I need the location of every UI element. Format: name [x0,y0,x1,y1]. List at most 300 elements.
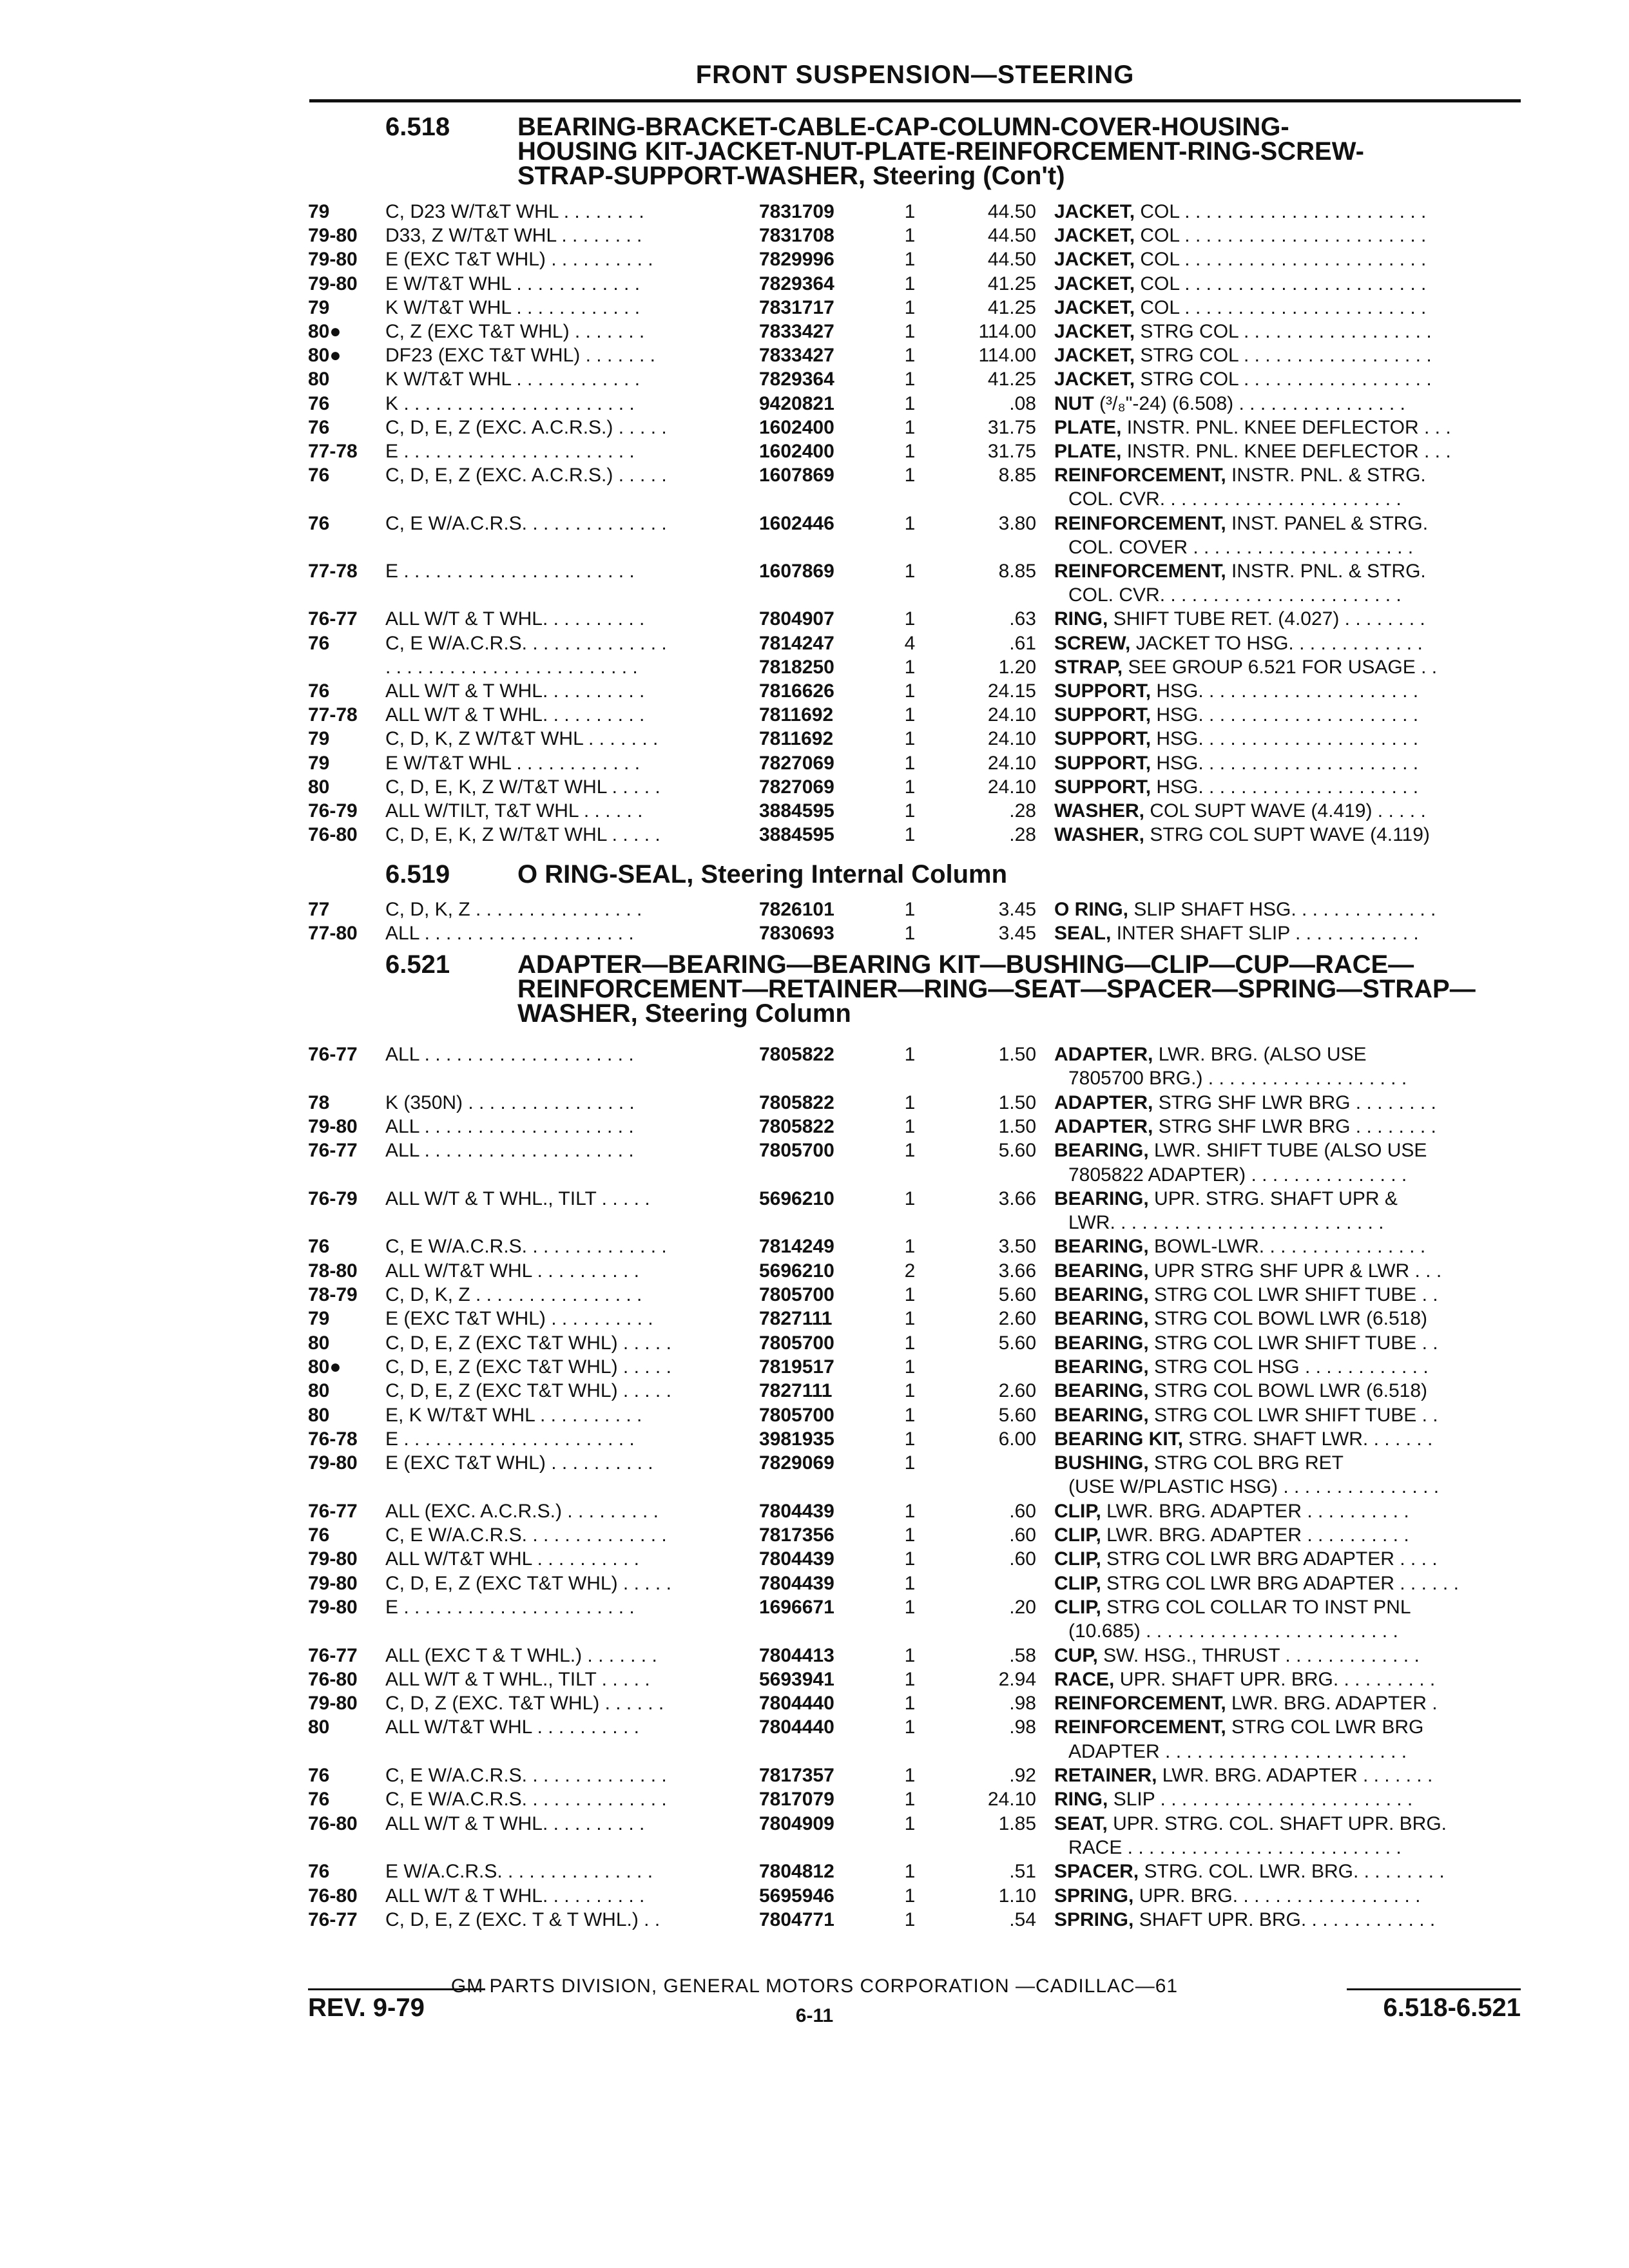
section-range: 6.518-6.521 [1383,1994,1521,2022]
part-description [1054,1091,1436,1115]
part-description [1054,775,1418,799]
price: 1.50 [998,1091,1036,1113]
part-name: BEARING, [1054,1284,1149,1305]
list-item [308,200,1527,224]
part-description [1054,1355,1429,1379]
price: 5.60 [998,1332,1036,1354]
list-item [308,1787,1527,1811]
part-detail: RACE . . . . . . . . . . . . . . . . . . . . . . . . . . [1068,1836,1402,1858]
part-number: 7814249 [759,1236,834,1258]
revision-date: REV. 9-79 [308,1994,425,2022]
part-number: 7805700 [759,1284,834,1305]
part-detail: STRG COL HSG . . . . . . . . . . . . [1154,1356,1429,1378]
price: .98 [1009,1716,1036,1738]
price: 8.85 [998,465,1036,486]
part-description [1068,1475,1439,1499]
list-item [308,1763,1527,1787]
model-application: ALL . . . . . . . . . . . . . . . . . . . . [385,1140,634,1162]
part-detail: INSTR. PNL. KNEE DEFLECTOR . . . [1126,416,1451,438]
part-number: 7817357 [759,1765,834,1786]
part-number: 7817079 [759,1789,834,1811]
model-year: 80● [308,1356,342,1378]
part-name: BEARING, [1054,1308,1149,1330]
part-number: 3884595 [759,824,834,846]
part-detail: HSG. . . . . . . . . . . . . . . . . . . . . [1156,728,1419,750]
model-application: C, E W/A.C.R.S. . . . . . . . . . . . . . [385,1524,667,1546]
part-detail: (10.685) . . . . . . . . . . . . . . . . . . . . . . . . [1068,1620,1398,1642]
part-number: 3884595 [759,800,834,822]
part-detail: SEE GROUP 6.521 FOR USAGE . . [1128,656,1438,678]
part-detail: INSTR. PNL. & STRG. [1231,561,1426,582]
part-number: 7804909 [759,1812,834,1834]
part-number: 7805700 [759,1332,834,1354]
model-application: ALL W/T & T WHL., TILT . . . . . [385,1187,650,1209]
page-header [309,54,1521,102]
model-application: C, D, E, Z (EXC. A.C.R.S.) . . . . . [385,465,667,486]
part-number: 5696210 [759,1260,834,1282]
part-name: ADAPTER, [1054,1044,1153,1065]
section-title-line: HOUSING KIT-JACKET-NUT-PLATE-REINFORCEMENT-RING-SCREW- [517,137,1364,166]
quantity: 1 [904,441,916,462]
part-detail: ADAPTER . . . . . . . . . . . . . . . . . . . . . . . [1068,1740,1407,1762]
list-item [308,1427,1527,1451]
list-item [308,1691,1527,1715]
part-name: O RING, [1054,899,1129,920]
model-application: ALL W/T & T WHL. . . . . . . . . . [385,704,645,726]
part-name: BEARING, [1054,1187,1149,1209]
part-detail: INSTR. PNL. & STRG. [1231,465,1426,486]
part-number: 7829364 [759,273,834,294]
section-number: 6.518 [385,113,450,141]
price: 114.00 [978,321,1036,342]
list-item [308,1475,1527,1499]
part-number: 7827069 [759,776,834,798]
page-title: FRONT SUSPENSION—STEERING [695,61,1135,89]
section-title-line: BEARING-BRACKET-CABLE-CAP-COLUMN-COVER-HOUSING- [517,113,1289,141]
part-description [1054,1812,1447,1836]
model-application: E (EXC T&T WHL) . . . . . . . . . . [385,1308,653,1330]
part-name: JACKET, [1054,369,1135,390]
model-year: 79 [308,728,330,750]
price: 1.10 [998,1885,1036,1907]
part-description [1054,416,1451,439]
model-application: ALL W/T & T WHL. . . . . . . . . . [385,608,645,630]
price: 1.50 [998,1044,1036,1065]
part-number: 1602400 [759,441,834,462]
part-detail: BOWL-LWR. . . . . . . . . . . . . . . . [1154,1236,1426,1258]
quantity: 1 [904,656,916,678]
list-item [308,1283,1527,1307]
part-description [1054,1235,1425,1258]
part-detail: (³/₈"-24) (6.508) . . . . . . . . . . . . . . . . [1099,392,1405,414]
quantity: 1 [904,1428,916,1450]
part-number: 7804439 [759,1572,834,1594]
model-application: ALL W/TILT, T&T WHL . . . . . . [385,800,643,822]
part-description [1054,703,1418,727]
model-application: C, D, E, Z (EXC T&T WHL) . . . . . [385,1380,671,1402]
list-item [308,559,1527,583]
quantity: 1 [904,899,916,920]
quantity: 1 [904,1308,916,1330]
part-description [1054,1331,1438,1355]
part-detail: SLIP SHAFT HSG. . . . . . . . . . . . . . [1133,899,1436,920]
model-application: C, D, K, Z W/T&T WHL . . . . . . . [385,728,659,750]
part-name: REINFORCEMENT, [1054,512,1226,534]
model-application: DF23 (EXC T&T WHL) . . . . . . . [385,345,655,367]
part-description [1054,1860,1445,1883]
part-number: 7830693 [759,923,834,944]
quantity: 1 [904,1187,916,1209]
model-year: 76 [308,392,330,414]
list-item [308,320,1527,343]
part-detail: (USE W/PLASTIC HSG) . . . . . . . . . . . . . . . [1068,1476,1440,1498]
model-year: 79-80 [308,249,358,271]
quantity: 1 [904,1284,916,1305]
part-number: 7816626 [759,680,834,702]
list-item [308,1619,1527,1643]
part-detail: INSTR. PNL. KNEE DEFLECTOR . . . [1126,441,1451,462]
list-item [308,775,1527,799]
part-number: 7827111 [759,1380,833,1402]
price: .20 [1009,1596,1036,1618]
part-description [1054,1547,1438,1571]
part-detail: STRG. SHAFT LWR. . . . . . . [1188,1428,1433,1450]
part-name: REINFORCEMENT, [1054,1716,1226,1738]
quantity: 1 [904,1885,916,1907]
quantity: 1 [904,1115,916,1137]
part-name: SEAT, [1054,1812,1108,1834]
part-detail: STRG COL BOWL LWR (6.518) [1154,1308,1428,1330]
price: 1.20 [998,656,1036,678]
model-application: ALL W/T&T WHL . . . . . . . . . . [385,1260,639,1282]
part-name: PLATE, [1054,441,1122,462]
part-description [1054,607,1425,631]
model-application: . . . . . . . . . . . . . . . . . . . . . . . . [385,656,638,678]
part-name: SUPPORT, [1054,752,1152,774]
part-detail: COL . . . . . . . . . . . . . . . . . . . . . . . [1140,273,1427,294]
model-application: E . . . . . . . . . . . . . . . . . . . . . . [385,441,635,462]
model-year: 76-77 [308,1908,358,1930]
model-application: C, D, E, K, Z W/T&T WHL . . . . . [385,824,660,846]
list-item [308,1115,1527,1139]
part-description [1054,1043,1367,1066]
model-application: ALL . . . . . . . . . . . . . . . . . . . . [385,1115,634,1137]
model-application: E W/T&T WHL . . . . . . . . . . . . [385,273,641,294]
quantity: 1 [904,321,916,342]
model-year: 78 [308,1091,330,1113]
list-item [308,1451,1527,1475]
part-description [1068,487,1402,511]
model-year: 76 [308,416,330,438]
quantity: 1 [904,1693,916,1715]
part-description [1054,247,1426,271]
price: 24.10 [987,728,1036,750]
price: 44.50 [987,201,1036,222]
part-name: BEARING, [1054,1404,1149,1426]
part-name: CLIP, [1054,1572,1101,1594]
part-detail: COL. CVR. . . . . . . . . . . . . . . . . . . . . . . [1068,488,1402,510]
model-application: E, K W/T&T WHL . . . . . . . . . . [385,1404,642,1426]
part-name: SPRING, [1054,1908,1134,1930]
part-name: BEARING, [1054,1140,1149,1162]
part-name: SEAL, [1054,923,1112,944]
list-item [308,1860,1527,1883]
part-detail: HSG. . . . . . . . . . . . . . . . . . . . . [1156,776,1419,798]
part-number: 7804440 [759,1716,834,1738]
price: 41.25 [987,273,1036,294]
part-description [1054,320,1432,343]
part-number: 7805700 [759,1140,834,1162]
part-number: 7831709 [759,201,834,222]
part-detail: STRG COL . . . . . . . . . . . . . . . . . . [1140,321,1432,342]
model-application: E . . . . . . . . . . . . . . . . . . . . . . [385,561,635,582]
section-number: 6.519 [385,860,450,889]
model-year: 79 [308,1308,330,1330]
model-application: C, D, E, Z (EXC. A.C.R.S.) . . . . . [385,416,667,438]
price: .61 [1009,632,1036,654]
part-number: 7805822 [759,1115,834,1137]
model-application: K W/T&T WHL . . . . . . . . . . . . [385,369,641,390]
part-detail: COL . . . . . . . . . . . . . . . . . . . . . . . [1140,249,1427,271]
part-name: WASHER, [1054,824,1145,846]
list-item [308,512,1527,535]
part-detail: LWR. BRG. ADAPTER . [1231,1693,1438,1715]
part-description [1054,1307,1427,1331]
price: 24.10 [987,1789,1036,1811]
model-application: E (EXC T&T WHL) . . . . . . . . . . [385,1452,653,1474]
part-detail: STRG COL LWR BRG [1231,1716,1424,1738]
page-number: 6-11 [795,2005,834,2026]
list-item [308,679,1527,703]
part-detail: STRG COL LWR BRG ADAPTER . . . . . . [1106,1572,1459,1594]
model-application: ALL W/T & T WHL. . . . . . . . . . [385,680,645,702]
part-name: JACKET, [1054,225,1135,247]
model-year: 76 [308,1765,330,1786]
quantity: 1 [904,392,916,414]
price: 114.00 [978,345,1036,367]
model-year: 76-77 [308,1140,358,1162]
model-application: E . . . . . . . . . . . . . . . . . . . . . . [385,1428,635,1450]
list-item [308,1499,1527,1523]
price: .28 [1009,824,1036,846]
part-number: 1696671 [759,1596,834,1618]
price: .92 [1009,1765,1036,1786]
part-name: PLATE, [1054,416,1122,438]
model-application: C, D, E, Z (EXC T&T WHL) . . . . . [385,1356,671,1378]
part-detail: STRG COL LWR SHIFT TUBE . . [1154,1332,1438,1354]
part-number: 7805822 [759,1044,834,1065]
list-item [308,1259,1527,1283]
part-detail: LWR. . . . . . . . . . . . . . . . . . . . . . . . . . [1068,1212,1384,1234]
part-name: BEARING, [1054,1236,1149,1258]
model-application: K . . . . . . . . . . . . . . . . . . . . . . [385,392,635,414]
quantity: 1 [904,1861,916,1883]
model-year: 79-80 [308,1452,358,1474]
part-name: SUPPORT, [1054,728,1152,750]
model-year: 79-80 [308,1693,358,1715]
footer-publisher: GM PARTS DIVISION, GENERAL MOTORS CORPORATION —CADILLAC—61 [450,1975,1179,1997]
part-name: RETAINER, [1054,1765,1157,1786]
part-number: 1602400 [759,416,834,438]
part-detail: LWR. BRG. ADAPTER . . . . . . . . . . [1106,1500,1409,1522]
part-name: SUPPORT, [1054,776,1152,798]
quantity: 1 [904,728,916,750]
model-year: 76 [308,1236,330,1258]
quantity: 1 [904,1452,916,1474]
list-item [308,1740,1527,1763]
part-number: 3981935 [759,1428,834,1450]
part-number: 7827111 [759,1308,833,1330]
price: 41.25 [987,369,1036,390]
list-item [308,607,1527,631]
price: .28 [1009,800,1036,822]
part-description [1054,463,1426,487]
price: 3.66 [998,1260,1036,1282]
list-item [308,439,1527,463]
part-description [1054,1403,1438,1427]
model-year: 79-80 [308,1572,358,1594]
part-name: JACKET, [1054,273,1135,294]
list-item [308,1715,1527,1739]
model-year: 80 [308,1380,330,1402]
part-detail: UPR. BRG. . . . . . . . . . . . . . . . . . [1139,1885,1421,1907]
part-name: RING, [1054,608,1108,630]
part-name: JACKET, [1054,249,1135,271]
list-item [308,1595,1527,1619]
part-detail: COL . . . . . . . . . . . . . . . . . . . . . . . [1140,296,1427,318]
part-number: 7827069 [759,752,834,774]
model-year: 80 [308,1332,330,1354]
part-number: 7811692 [759,728,834,750]
part-name: REINFORCEMENT, [1054,1693,1226,1715]
part-description [1054,512,1428,535]
quantity: 1 [904,345,916,367]
part-description [1054,679,1418,703]
model-year: 78-79 [308,1284,358,1305]
part-number: 9420821 [759,392,834,414]
part-detail: STRG COL SUPT WAVE (4.119) [1150,824,1430,846]
model-year: 76-80 [308,1668,358,1690]
part-name: CUP, [1054,1644,1098,1666]
price: .51 [1009,1861,1036,1883]
model-year: 77-80 [308,923,358,944]
price: .63 [1009,608,1036,630]
model-year: 80 [308,369,330,390]
part-number: 7804413 [759,1644,834,1666]
price: 3.45 [998,899,1036,920]
model-application: ALL W/T & T WHL. . . . . . . . . . [385,1885,645,1907]
list-item [308,921,1527,945]
model-application: C, D, E, Z (EXC T&T WHL) . . . . . [385,1332,671,1354]
quantity: 1 [904,824,916,846]
model-application: ALL W/T & T WHL., TILT . . . . . [385,1668,650,1690]
price: 1.85 [998,1812,1036,1834]
part-description [1054,1571,1459,1595]
model-year: 80 [308,1716,330,1738]
part-number: 1607869 [759,465,834,486]
part-number: 7831717 [759,296,834,318]
part-description [1054,224,1426,247]
model-application: C, D, Z (EXC. T&T WHL) . . . . . . [385,1693,664,1715]
list-item [308,1355,1527,1379]
part-description [1054,392,1405,416]
model-application: C, D, E, K, Z W/T&T WHL . . . . . [385,776,660,798]
model-application: C, D, K, Z . . . . . . . . . . . . . . . . [385,1284,642,1305]
model-application: D33, Z W/T&T WHL . . . . . . . . [385,225,642,247]
part-description [1054,367,1432,391]
quantity: 1 [904,1668,916,1690]
part-detail: 7805822 ADAPTER) . . . . . . . . . . . . . . . [1068,1164,1407,1186]
list-item [308,1331,1527,1355]
part-name: ADAPTER, [1054,1115,1153,1137]
part-description [1054,200,1426,224]
part-description [1054,1187,1398,1211]
part-description [1054,1427,1432,1451]
model-year: 76-77 [308,1044,358,1065]
model-year: 76 [308,1524,330,1546]
part-name: SPRING, [1054,1885,1134,1907]
part-number: 7829996 [759,249,834,271]
quantity: 1 [904,704,916,726]
part-name: BEARING, [1054,1260,1149,1282]
quantity: 1 [904,1140,916,1162]
list-item [308,1403,1527,1427]
part-description [1054,1115,1436,1139]
price: 3.45 [998,923,1036,944]
part-detail: SHAFT UPR. BRG. . . . . . . . . . . . . [1139,1908,1436,1930]
quantity: 1 [904,225,916,247]
part-detail: COL SUPT WAVE (4.419) . . . . . [1150,800,1426,822]
quantity: 1 [904,249,916,271]
list-item [308,1836,1527,1860]
part-description [1054,921,1419,945]
price: 31.75 [987,441,1036,462]
list-item [308,823,1527,847]
model-year: 79 [308,752,330,774]
model-year: 76-79 [308,1187,358,1209]
quantity: 1 [904,1380,916,1402]
list-item [308,799,1527,823]
price: 2.60 [998,1308,1036,1330]
part-detail: STRG COL . . . . . . . . . . . . . . . . . . [1140,369,1432,390]
part-detail: STRG COL . . . . . . . . . . . . . . . . . . [1140,345,1432,367]
model-year: 80 [308,776,330,798]
model-application: K W/T&T WHL . . . . . . . . . . . . [385,296,641,318]
part-name: SUPPORT, [1054,680,1152,702]
part-description [1054,1715,1423,1739]
part-name: BEARING, [1054,1356,1149,1378]
model-year: 77 [308,899,330,920]
part-name: ADAPTER, [1054,1091,1153,1113]
part-detail: INST. PANEL & STRG. [1231,512,1429,534]
quantity: 1 [904,1765,916,1786]
price: 24.10 [987,704,1036,726]
part-name: BEARING KIT, [1054,1428,1184,1450]
price: 41.25 [987,296,1036,318]
quantity: 1 [904,608,916,630]
part-name: CLIP, [1054,1524,1101,1546]
quantity: 1 [904,1356,916,1378]
model-year: 77-78 [308,441,358,462]
quantity: 1 [904,680,916,702]
model-year: 77-78 [308,704,358,726]
quantity: 1 [904,1644,916,1666]
part-number: 7804907 [759,608,834,630]
price: .08 [1009,392,1036,414]
list-item [308,1644,1527,1667]
quantity: 1 [904,296,916,318]
part-number: 7829069 [759,1452,834,1474]
